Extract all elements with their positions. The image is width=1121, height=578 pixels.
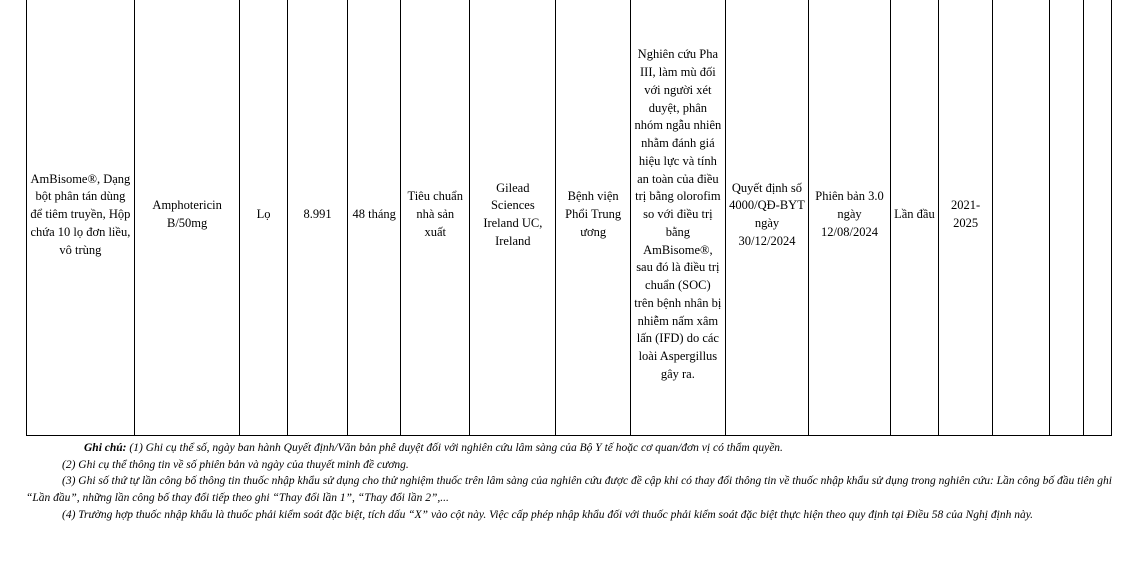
drug-import-table — [26, 0, 1112, 436]
cell-version: Phiên bản 3.0 ngày 12/08/2024 — [809, 0, 890, 436]
cell-active-ingredient: Amphotericin B/50mg — [134, 0, 240, 436]
table-row — [27, 0, 1112, 436]
footnote-line-2 — [26, 457, 1112, 474]
cell-decision: Quyết định số 4000/QĐ-BYT ngày 30/12/2024 — [725, 0, 809, 436]
cell-times: Lần đầu — [890, 0, 938, 436]
cell-shelf-life: 48 tháng — [348, 0, 401, 436]
cell-extra-2 — [1050, 0, 1084, 436]
cell-period: 2021-2025 — [939, 0, 993, 436]
footnote-text-1: (1) Ghi cụ thể số, ngày ban hành Quyết định/Văn bản phê duyệt đối với nghiên cứu lâm sàng của Bộ Y tế hoặc cơ quan/đơn vị có thẩm quyền. — [129, 442, 783, 454]
cell-study-description: Nghiên cứu Pha III, làm mù đối với người xét duyệt, phân nhóm ngẫu nhiên nhằm đánh giá hiệu lực và tính an toàn của điều trị bằng olorofim so với điều trị bằng AmBisome®, sau đó là điều trị chuẩn (SOC) trên bệnh nhân bị nhiễm nấm xâm lấn (IFD) do các loài Aspergillus gây ra. — [631, 0, 726, 436]
footnote-text-4: (4) Trường hợp thuốc nhập khẩu là thuốc phải kiểm soát đặc biệt, tích dấu “X” vào cột này. Việc cấp phép nhập khẩu đối với thuốc phải kiểm soát đặc biệt thực hiện theo quy định tại Điều 58 của Nghị định này. — [62, 508, 1034, 521]
footnote-text-2: (2) Ghi cụ thể thông tin về số phiên bản và ngày của thuyết minh đề cương. — [62, 458, 409, 471]
footnote-line-4 — [26, 507, 1112, 524]
footnotes — [26, 440, 1112, 523]
footnote-line-3 — [26, 473, 1112, 506]
cell-extra-1 — [993, 0, 1050, 436]
cell-unit: Lọ — [240, 0, 287, 436]
cell-standard: Tiêu chuẩn nhà sản xuất — [401, 0, 470, 436]
cell-manufacturer: Gilead Sciences Ireland UC, Ireland — [470, 0, 556, 436]
footnotes-label: Ghi chú: — [84, 442, 127, 454]
cell-quantity: 8.991 — [287, 0, 348, 436]
footnote-line-1 — [26, 440, 1112, 457]
cell-product-name: AmBisome®, Dạng bột phân tán dùng để tiêm truyền, Hộp chứa 10 lọ đơn liều, vô trùng — [27, 0, 135, 436]
cell-site: Bệnh viện Phổi Trung ương — [556, 0, 631, 436]
footnote-text-3: (3) Ghi số thứ tự lần công bố thông tin thuốc nhập khẩu sử dụng cho thử nghiệm thuốc trên lâm sàng của nghiên cứu được đề cập khi có thay đổi thông tin về thuốc nhập khẩu sử dụng trong nghiên cứu: Lần công bố đầu tiên ghi “Lần đầu”, những lần công bố thay đổi tiếp theo ghi “Thay đổi lần 1”, “Thay đổi lần 2”,... — [26, 475, 1112, 505]
cell-extra-3 — [1084, 0, 1112, 436]
